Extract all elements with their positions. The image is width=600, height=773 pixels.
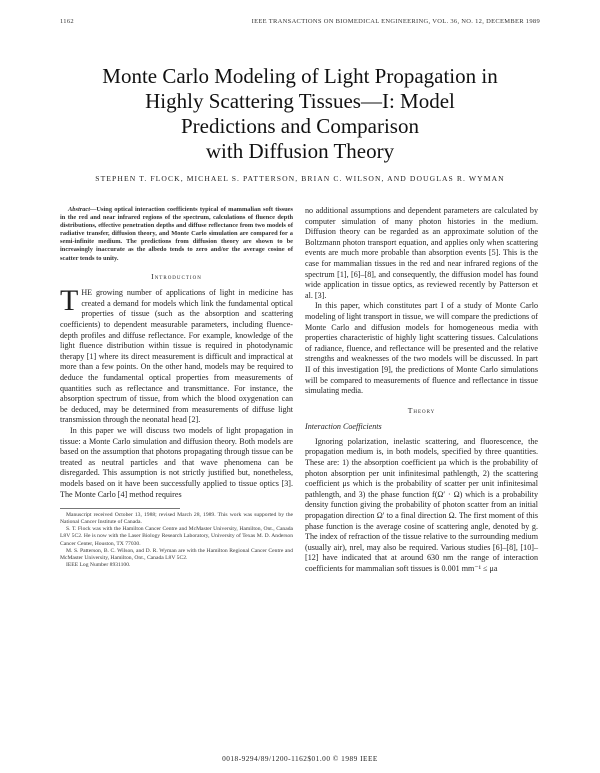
right-paragraph-2: In this paper, which constitutes part I of a study of Monte Carlo modeling of light transport in tissue, we will compare the predictions of Monte Carlo and diffusion models for homogeneous media with properties characteristic of highly light scattering tissues. Calculations of radiance, fluence, and reflectance will be presented and the relative strengths and weaknesses of the two models will be discussed. In part II of this investigation [9], the predictions of Monte Carlo simulations will be compared to measurements of fluence and reflectance in tissue simulating media. bbox=[305, 301, 538, 396]
page-number: 1162 bbox=[60, 18, 74, 25]
right-paragraph-1: no additional assumptions and dependent parameters are calculated by computer simulation of many photon histories in the medium. Diffusion theory can be regarded as an approximate solution of the Boltzmann photon transport equation, and applies only when scattering events are much more probable than absorption events [5]. This is the case for mammalian tissues in the red and near infrared regions of the spectrum [1], [6]–[8], and consequently, the diffusion model has found wide application in tissue optics, as reviewed recently by Patterson et al. [3]. bbox=[305, 206, 538, 300]
intro-paragraph-2: In this paper we will discuss two models of light propagation in tissue: a Monte Carlo simulation and diffusion theory. Both models are based on the assumption that photons propagating through tissue can be treated as neutral particles and that wave phenomena can be disregarded. This assumption is not strictly justified but, nonetheless, models based on it have been successfully applied to tissue optics [3]. The Monte Carlo [4] method requires bbox=[60, 425, 293, 499]
intro-paragraph-1-text: HE growing number of applications of light in medicine has created a demand for models which link the fundamental optical properties of tissue (such as the absorption and scattering coefficients) to dependent measurable parameters, including fluence-depth profiles and diffuse reflectance. For example, knowledge of the light fluence distribution within tissue is required in photodynamic therapy [1] where its direct measurement is difficult and impractical at more than a few points. On the other hand, models may be required to deduce the fundamental optical properties from measurements of quantities such as reflectance and transmittance. For instance, the absorption spectrum of tissue, from which the blood oxygenation can be deduced, may be determined from measurements of diffuse light transmission through the neonatal head [2]. bbox=[60, 288, 293, 425]
footnote-flock: S. T. Flock was with the Hamilton Cancer Centre and McMaster University, Hamilton, Ont., Canada L8V 5C2. He is now with the Laser Biology Research Laboratory, University of Texas M. D. Anderson Cancer Center, Houston, TX 77030. bbox=[60, 526, 293, 547]
abstract bbox=[60, 206, 293, 263]
footnotes bbox=[60, 508, 293, 569]
abstract-text: —Using optical interaction coefficients typical of mammalian soft tissues in the red and near infrared regions of the spectrum, calculations of fluence depth distributions, effective penetration depths and diffuse reflectance from two models of radiative transfer, diffusion theory, and Monte Carlo simulation are compared for a semi-infinite medium. The predictions from diffusion theory are shown to be increasingly inaccurate as the albedo tends to zero and/or the average cosine of scatter tends to unity. bbox=[60, 206, 293, 262]
footnote-coauthors: M. S. Patterson, B. C. Wilson, and D. R. Wyman are with the Hamilton Regional Cancer Centre and McMaster University, Hamilton, Ont., Canada L8V 5C2. bbox=[60, 547, 293, 561]
right-paragraph-3: Ignoring polarization, inelastic scattering, and fluorescence, the propagation medium is, in both models, specified by three quantities. These are: 1) the absorption coefficient μa which is the probability of photon absorption per unit infinitesimal pathlength, 2) the scattering coefficient μs which is the probability of scatter per unit infinitesimal pathlength, and 3) the phase function f(Ω′ · Ω) which is a probability density function giving the probability of photon scatter from an initial propagation direction Ω′ to a final direction Ω. The first moment of this phase function is the average cosine of scattering angle, denoted by g. The index of refraction of the tissue relative to the surrounding medium (usually air), nrel, may also be required. Various studies [6]–[8], [10]–[12] have indicated that at around 630 nm the range of interaction coefficients for mammalian soft tissues is 0.001 mm⁻¹ ≤ μa bbox=[305, 436, 538, 573]
title-line: Monte Carlo Modeling of Light Propagation in bbox=[102, 64, 498, 88]
paper-title bbox=[60, 64, 540, 164]
copyright-line: 0018-9294/89/1200-1162$01.00 © 1989 IEEE bbox=[222, 754, 378, 763]
title-line: Highly Scattering Tissues—I: Model bbox=[145, 89, 455, 113]
subsection-heading-interaction-coefficients: Interaction Coefficients bbox=[305, 422, 382, 432]
section-heading-theory: Theory bbox=[407, 405, 436, 415]
footnote-log-number: IEEE Log Number 8931100. bbox=[66, 561, 131, 568]
footnote-received: Manuscript received October 13, 1988; revised March 28, 1989. This work was supported by the National Cancer Institute of Canada. bbox=[60, 512, 293, 526]
title-line: Predictions and Comparison bbox=[181, 114, 419, 138]
right-column bbox=[305, 206, 538, 575]
journal-header: IEEE TRANSACTIONS ON BIOMEDICAL ENGINEERING, VOL. 36, NO. 12, DECEMBER 1989 bbox=[251, 18, 540, 25]
left-column bbox=[60, 206, 293, 569]
section-heading-introduction: Introduction bbox=[151, 271, 202, 281]
intro-paragraph-1 bbox=[60, 284, 293, 426]
title-line: with Diffusion Theory bbox=[205, 139, 395, 163]
author-list: STEPHEN T. FLOCK, MICHAEL S. PATTERSON, BRIAN C. WILSON, AND DOUGLAS R. WYMAN bbox=[95, 174, 505, 183]
abstract-label: Abstract bbox=[68, 206, 91, 213]
drop-cap: T bbox=[60, 284, 79, 318]
